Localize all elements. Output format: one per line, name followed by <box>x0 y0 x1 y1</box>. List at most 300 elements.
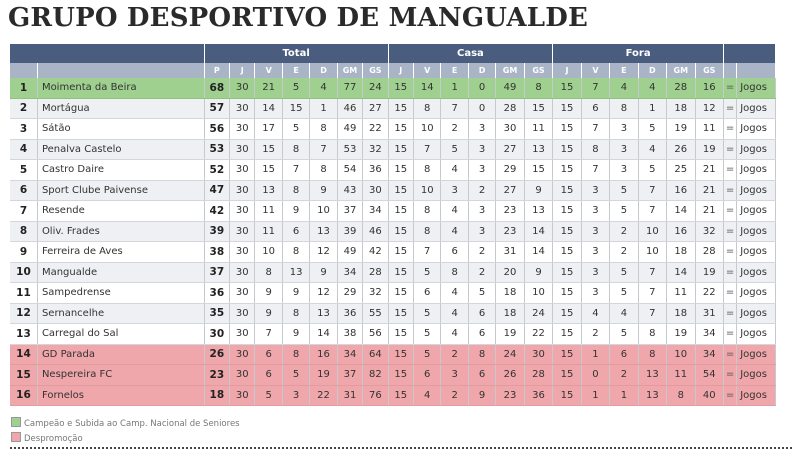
position-cell: 13 <box>10 324 37 345</box>
games-link[interactable]: Jogos <box>737 262 776 283</box>
equals-cell: = <box>723 283 736 304</box>
total-stat-cell: 39 <box>204 221 229 242</box>
away-stat-cell: 15 <box>553 262 581 283</box>
home-stat-cell: 9 <box>524 262 553 283</box>
home-stat-cell: 15 <box>388 201 413 222</box>
total-stat-cell: 53 <box>204 139 229 160</box>
home-stat-cell: 2 <box>441 344 468 365</box>
team-name-cell: Moimenta da Beira <box>37 78 204 98</box>
away-stat-cell: 15 <box>553 385 581 406</box>
total-stat-cell: 42 <box>363 242 388 263</box>
games-link[interactable]: Jogos <box>737 324 776 345</box>
total-stat-cell: 8 <box>282 242 309 263</box>
total-stat-cell: 76 <box>363 385 388 406</box>
table-row <box>10 283 776 304</box>
away-stat-cell: 7 <box>581 119 609 140</box>
total-stat-cell: 30 <box>230 180 255 201</box>
equals-cell: = <box>723 262 736 283</box>
total-stat-cell: 9 <box>255 303 282 324</box>
table-row <box>10 303 776 324</box>
away-stat-cell: 28 <box>667 78 695 98</box>
group-header-fora: Fora <box>553 44 724 63</box>
position-cell: 2 <box>10 98 37 119</box>
home-stat-cell: 15 <box>388 221 413 242</box>
home-stat-cell: 15 <box>388 262 413 283</box>
total-stat-cell: 30 <box>230 324 255 345</box>
total-stat-cell: 30 <box>230 98 255 119</box>
table-row <box>10 180 776 201</box>
away-stat-cell: 5 <box>610 180 638 201</box>
total-stat-cell: 5 <box>282 119 309 140</box>
equals-cell: = <box>723 324 736 345</box>
total-stat-cell: 6 <box>255 344 282 365</box>
total-stat-cell: 36 <box>337 303 362 324</box>
home-stat-cell: 3 <box>468 201 495 222</box>
home-stat-cell: 10 <box>413 180 440 201</box>
home-stat-cell: 23 <box>496 221 524 242</box>
away-stat-cell: 5 <box>610 324 638 345</box>
table-row <box>10 160 776 181</box>
home-stat-cell: 2 <box>468 242 495 263</box>
total-stat-cell: 30 <box>230 283 255 304</box>
away-stat-cell: 34 <box>695 324 723 345</box>
table-row <box>10 201 776 222</box>
away-stat-cell: 28 <box>695 242 723 263</box>
away-stat-cell: 54 <box>695 365 723 386</box>
away-stat-cell: 5 <box>610 201 638 222</box>
away-stat-cell: 18 <box>667 242 695 263</box>
home-stat-cell: 28 <box>524 365 553 386</box>
team-name-cell: Carregal do Sal <box>37 324 204 345</box>
total-stat-cell: 11 <box>255 201 282 222</box>
games-link[interactable]: Jogos <box>737 242 776 263</box>
home-stat-cell: 14 <box>524 221 553 242</box>
away-stat-cell: 2 <box>610 365 638 386</box>
away-stat-cell: 3 <box>610 119 638 140</box>
team-name-cell: Resende <box>37 201 204 222</box>
away-stat-cell: 21 <box>695 201 723 222</box>
team-name-cell: Sátão <box>37 119 204 140</box>
position-cell: 12 <box>10 303 37 324</box>
position-cell: 15 <box>10 365 37 386</box>
table-row <box>10 344 776 365</box>
away-stat-cell: 5 <box>638 160 666 181</box>
total-stat-cell: 8 <box>255 262 282 283</box>
home-stat-cell: 8 <box>468 344 495 365</box>
total-stat-cell: 49 <box>337 242 362 263</box>
home-stat-cell: 3 <box>441 180 468 201</box>
column-header-casa-2: E <box>441 63 468 78</box>
away-stat-cell: 1 <box>581 385 609 406</box>
away-stat-cell: 15 <box>553 344 581 365</box>
home-stat-cell: 11 <box>524 119 553 140</box>
column-header-total-1: J <box>230 63 255 78</box>
home-stat-cell: 15 <box>388 365 413 386</box>
total-stat-cell: 5 <box>282 78 309 98</box>
total-stat-cell: 15 <box>255 160 282 181</box>
away-stat-cell: 8 <box>638 324 666 345</box>
standings-body <box>10 78 776 406</box>
away-stat-cell: 16 <box>667 221 695 242</box>
position-cell: 1 <box>10 78 37 98</box>
away-stat-cell: 8 <box>581 139 609 160</box>
home-stat-cell: 15 <box>388 160 413 181</box>
team-name-cell: Nespereira FC <box>37 365 204 386</box>
total-stat-cell: 35 <box>204 303 229 324</box>
home-stat-cell: 36 <box>524 385 553 406</box>
away-stat-cell: 15 <box>553 180 581 201</box>
team-name-cell: Mortágua <box>37 98 204 119</box>
home-stat-cell: 5 <box>413 303 440 324</box>
home-stat-cell: 9 <box>524 180 553 201</box>
home-stat-cell: 3 <box>468 119 495 140</box>
home-stat-cell: 5 <box>413 344 440 365</box>
total-stat-cell: 38 <box>204 242 229 263</box>
away-stat-cell: 21 <box>695 180 723 201</box>
team-name-cell: Ferreira de Aves <box>37 242 204 263</box>
home-stat-cell: 15 <box>524 98 553 119</box>
total-stat-cell: 32 <box>363 283 388 304</box>
total-stat-cell: 7 <box>282 160 309 181</box>
column-header-pos <box>10 63 37 78</box>
away-stat-cell: 5 <box>610 262 638 283</box>
home-stat-cell: 5 <box>413 324 440 345</box>
total-stat-cell: 56 <box>363 324 388 345</box>
home-stat-cell: 13 <box>524 201 553 222</box>
games-link[interactable]: Jogos <box>737 201 776 222</box>
total-stat-cell: 13 <box>310 303 337 324</box>
column-header-fora-4: GM <box>667 63 695 78</box>
home-stat-cell: 6 <box>413 365 440 386</box>
table-row <box>10 242 776 263</box>
away-stat-cell: 4 <box>581 303 609 324</box>
away-stat-cell: 1 <box>638 98 666 119</box>
home-stat-cell: 3 <box>468 160 495 181</box>
home-stat-cell: 31 <box>496 242 524 263</box>
legend-item-promotion <box>11 417 240 429</box>
total-stat-cell: 68 <box>204 78 229 98</box>
total-stat-cell: 8 <box>282 139 309 160</box>
total-stat-cell: 17 <box>255 119 282 140</box>
column-header-fora-0: J <box>553 63 581 78</box>
away-stat-cell: 11 <box>667 365 695 386</box>
home-stat-cell: 20 <box>496 262 524 283</box>
home-stat-cell: 10 <box>413 119 440 140</box>
total-stat-cell: 30 <box>230 385 255 406</box>
games-link[interactable]: Jogos <box>737 365 776 386</box>
table-row <box>10 119 776 140</box>
games-link[interactable]: Jogos <box>737 221 776 242</box>
away-stat-cell: 10 <box>638 242 666 263</box>
away-stat-cell: 15 <box>553 160 581 181</box>
home-stat-cell: 4 <box>441 324 468 345</box>
equals-cell: = <box>723 344 736 365</box>
total-stat-cell: 53 <box>337 139 362 160</box>
total-stat-cell: 56 <box>204 119 229 140</box>
total-stat-cell: 30 <box>230 139 255 160</box>
column-header-casa-3: D <box>468 63 495 78</box>
away-stat-cell: 21 <box>695 160 723 181</box>
total-stat-cell: 46 <box>337 98 362 119</box>
home-stat-cell: 6 <box>441 242 468 263</box>
home-stat-cell: 7 <box>413 139 440 160</box>
team-name-cell: Fornelos <box>37 385 204 406</box>
position-cell: 3 <box>10 119 37 140</box>
team-name-cell: Sampedrense <box>37 283 204 304</box>
team-name-cell: Penalva Castelo <box>37 139 204 160</box>
column-header-total-6: GS <box>363 63 388 78</box>
column-header-link <box>737 63 776 78</box>
home-stat-cell: 7 <box>413 242 440 263</box>
away-stat-cell: 22 <box>695 283 723 304</box>
away-stat-cell: 31 <box>695 303 723 324</box>
total-stat-cell: 27 <box>363 98 388 119</box>
away-stat-cell: 8 <box>638 344 666 365</box>
column-header-casa-4: GM <box>496 63 524 78</box>
away-stat-cell: 15 <box>553 303 581 324</box>
home-stat-cell: 49 <box>496 78 524 98</box>
home-stat-cell: 22 <box>524 324 553 345</box>
away-stat-cell: 15 <box>553 201 581 222</box>
away-stat-cell: 7 <box>581 78 609 98</box>
home-stat-cell: 8 <box>413 221 440 242</box>
away-stat-cell: 18 <box>667 98 695 119</box>
column-header-fora-3: D <box>638 63 666 78</box>
table-row <box>10 78 776 98</box>
total-stat-cell: 5 <box>255 385 282 406</box>
total-stat-cell: 22 <box>363 119 388 140</box>
total-stat-cell: 7 <box>255 324 282 345</box>
table-row <box>10 98 776 119</box>
home-stat-cell: 5 <box>413 262 440 283</box>
home-stat-cell: 15 <box>388 78 413 98</box>
away-stat-cell: 4 <box>638 78 666 98</box>
equals-cell: = <box>723 221 736 242</box>
total-stat-cell: 6 <box>282 221 309 242</box>
total-stat-cell: 34 <box>337 344 362 365</box>
table-row <box>10 262 776 283</box>
home-stat-cell: 14 <box>524 242 553 263</box>
away-stat-cell: 16 <box>667 180 695 201</box>
total-stat-cell: 30 <box>230 221 255 242</box>
equals-cell: = <box>723 119 736 140</box>
table-row <box>10 365 776 386</box>
away-stat-cell: 3 <box>581 201 609 222</box>
column-header-casa-0: J <box>388 63 413 78</box>
home-stat-cell: 15 <box>524 160 553 181</box>
away-stat-cell: 6 <box>610 344 638 365</box>
home-stat-cell: 7 <box>441 98 468 119</box>
away-stat-cell: 7 <box>638 201 666 222</box>
home-stat-cell: 15 <box>388 119 413 140</box>
home-stat-cell: 18 <box>496 283 524 304</box>
equals-cell: = <box>723 160 736 181</box>
games-link[interactable]: Jogos <box>737 160 776 181</box>
total-stat-cell: 19 <box>310 365 337 386</box>
position-cell: 4 <box>10 139 37 160</box>
away-stat-cell: 0 <box>581 365 609 386</box>
total-stat-cell: 11 <box>255 221 282 242</box>
group-header-blank-end <box>723 44 775 63</box>
games-link[interactable]: Jogos <box>737 98 776 119</box>
away-stat-cell: 7 <box>638 262 666 283</box>
team-name-cell: Mangualde <box>37 262 204 283</box>
total-stat-cell: 30 <box>230 262 255 283</box>
total-stat-cell: 10 <box>310 201 337 222</box>
equals-cell: = <box>723 98 736 119</box>
away-stat-cell: 7 <box>581 160 609 181</box>
position-cell: 11 <box>10 283 37 304</box>
home-stat-cell: 30 <box>496 119 524 140</box>
away-stat-cell: 19 <box>695 139 723 160</box>
column-header-eq <box>723 63 736 78</box>
home-stat-cell: 6 <box>468 324 495 345</box>
home-stat-cell: 4 <box>441 221 468 242</box>
total-stat-cell: 9 <box>282 324 309 345</box>
total-stat-cell: 18 <box>204 385 229 406</box>
games-link[interactable]: Jogos <box>737 303 776 324</box>
total-stat-cell: 28 <box>363 262 388 283</box>
column-header-fora-5: GS <box>695 63 723 78</box>
position-cell: 9 <box>10 242 37 263</box>
away-stat-cell: 15 <box>553 283 581 304</box>
team-name-cell: Sernancelhe <box>37 303 204 324</box>
games-link[interactable]: Jogos <box>737 78 776 98</box>
total-stat-cell: 47 <box>204 180 229 201</box>
total-stat-cell: 57 <box>204 98 229 119</box>
home-stat-cell: 15 <box>388 324 413 345</box>
position-cell: 5 <box>10 160 37 181</box>
games-link[interactable]: Jogos <box>737 344 776 365</box>
team-name-cell: Oliv. Frades <box>37 221 204 242</box>
table-row <box>10 221 776 242</box>
total-stat-cell: 49 <box>337 119 362 140</box>
total-stat-cell: 30 <box>363 180 388 201</box>
home-stat-cell: 4 <box>441 201 468 222</box>
home-stat-cell: 8 <box>413 160 440 181</box>
total-stat-cell: 13 <box>255 180 282 201</box>
away-stat-cell: 15 <box>553 365 581 386</box>
equals-cell: = <box>723 242 736 263</box>
home-stat-cell: 8 <box>441 262 468 283</box>
away-stat-cell: 15 <box>553 98 581 119</box>
home-stat-cell: 5 <box>441 139 468 160</box>
away-stat-cell: 7 <box>638 303 666 324</box>
away-stat-cell: 15 <box>553 221 581 242</box>
home-stat-cell: 29 <box>496 160 524 181</box>
away-stat-cell: 13 <box>638 365 666 386</box>
total-stat-cell: 24 <box>363 78 388 98</box>
column-header-fora-2: E <box>610 63 638 78</box>
away-stat-cell: 4 <box>638 139 666 160</box>
group-header-blank <box>10 44 204 63</box>
away-stat-cell: 14 <box>667 262 695 283</box>
away-stat-cell: 1 <box>610 385 638 406</box>
games-link[interactable]: Jogos <box>737 385 776 406</box>
away-stat-cell: 15 <box>553 119 581 140</box>
home-stat-cell: 23 <box>496 201 524 222</box>
total-stat-cell: 46 <box>363 221 388 242</box>
away-stat-cell: 2 <box>610 242 638 263</box>
total-stat-cell: 42 <box>204 201 229 222</box>
home-stat-cell: 8 <box>413 201 440 222</box>
equals-cell: = <box>723 201 736 222</box>
total-stat-cell: 26 <box>204 344 229 365</box>
home-stat-cell: 2 <box>468 180 495 201</box>
away-stat-cell: 15 <box>553 242 581 263</box>
column-header-row <box>10 63 776 78</box>
home-stat-cell: 3 <box>468 221 495 242</box>
total-stat-cell: 52 <box>204 160 229 181</box>
total-stat-cell: 9 <box>282 283 309 304</box>
total-stat-cell: 30 <box>204 324 229 345</box>
home-stat-cell: 10 <box>524 283 553 304</box>
equals-cell: = <box>723 385 736 406</box>
home-stat-cell: 3 <box>441 365 468 386</box>
home-stat-cell: 6 <box>468 303 495 324</box>
away-stat-cell: 19 <box>695 262 723 283</box>
total-stat-cell: 38 <box>337 324 362 345</box>
total-stat-cell: 9 <box>255 283 282 304</box>
away-stat-cell: 12 <box>695 98 723 119</box>
home-stat-cell: 28 <box>496 98 524 119</box>
total-stat-cell: 14 <box>255 98 282 119</box>
games-link[interactable]: Jogos <box>737 180 776 201</box>
away-stat-cell: 5 <box>638 119 666 140</box>
home-stat-cell: 15 <box>388 385 413 406</box>
total-stat-cell: 1 <box>310 98 337 119</box>
games-link[interactable]: Jogos <box>737 139 776 160</box>
away-stat-cell: 16 <box>695 78 723 98</box>
games-link[interactable]: Jogos <box>737 119 776 140</box>
equals-cell: = <box>723 365 736 386</box>
away-stat-cell: 6 <box>581 98 609 119</box>
total-stat-cell: 43 <box>337 180 362 201</box>
total-stat-cell: 32 <box>363 139 388 160</box>
total-stat-cell: 34 <box>337 262 362 283</box>
games-link[interactable]: Jogos <box>737 283 776 304</box>
away-stat-cell: 10 <box>638 221 666 242</box>
away-stat-cell: 14 <box>667 201 695 222</box>
home-stat-cell: 24 <box>496 344 524 365</box>
total-stat-cell: 16 <box>310 344 337 365</box>
total-stat-cell: 30 <box>230 160 255 181</box>
home-stat-cell: 27 <box>496 139 524 160</box>
total-stat-cell: 10 <box>255 242 282 263</box>
column-header-fora-1: V <box>581 63 609 78</box>
away-stat-cell: 8 <box>610 98 638 119</box>
column-header-total-0: P <box>204 63 229 78</box>
home-stat-cell: 24 <box>524 303 553 324</box>
total-stat-cell: 30 <box>230 201 255 222</box>
group-header-row <box>10 44 776 63</box>
page-title: GRUPO DESPORTIVO DE MANGUALDE <box>8 3 588 33</box>
home-stat-cell: 1 <box>441 78 468 98</box>
legend-swatch-relegation <box>11 432 21 442</box>
away-stat-cell: 19 <box>667 119 695 140</box>
equals-cell: = <box>723 303 736 324</box>
equals-cell: = <box>723 78 736 98</box>
total-stat-cell: 15 <box>255 139 282 160</box>
home-stat-cell: 4 <box>413 385 440 406</box>
team-name-cell: GD Parada <box>37 344 204 365</box>
team-name-cell: Castro Daire <box>37 160 204 181</box>
home-stat-cell: 13 <box>524 139 553 160</box>
total-stat-cell: 4 <box>310 78 337 98</box>
position-cell: 6 <box>10 180 37 201</box>
total-stat-cell: 36 <box>363 160 388 181</box>
total-stat-cell: 12 <box>310 283 337 304</box>
